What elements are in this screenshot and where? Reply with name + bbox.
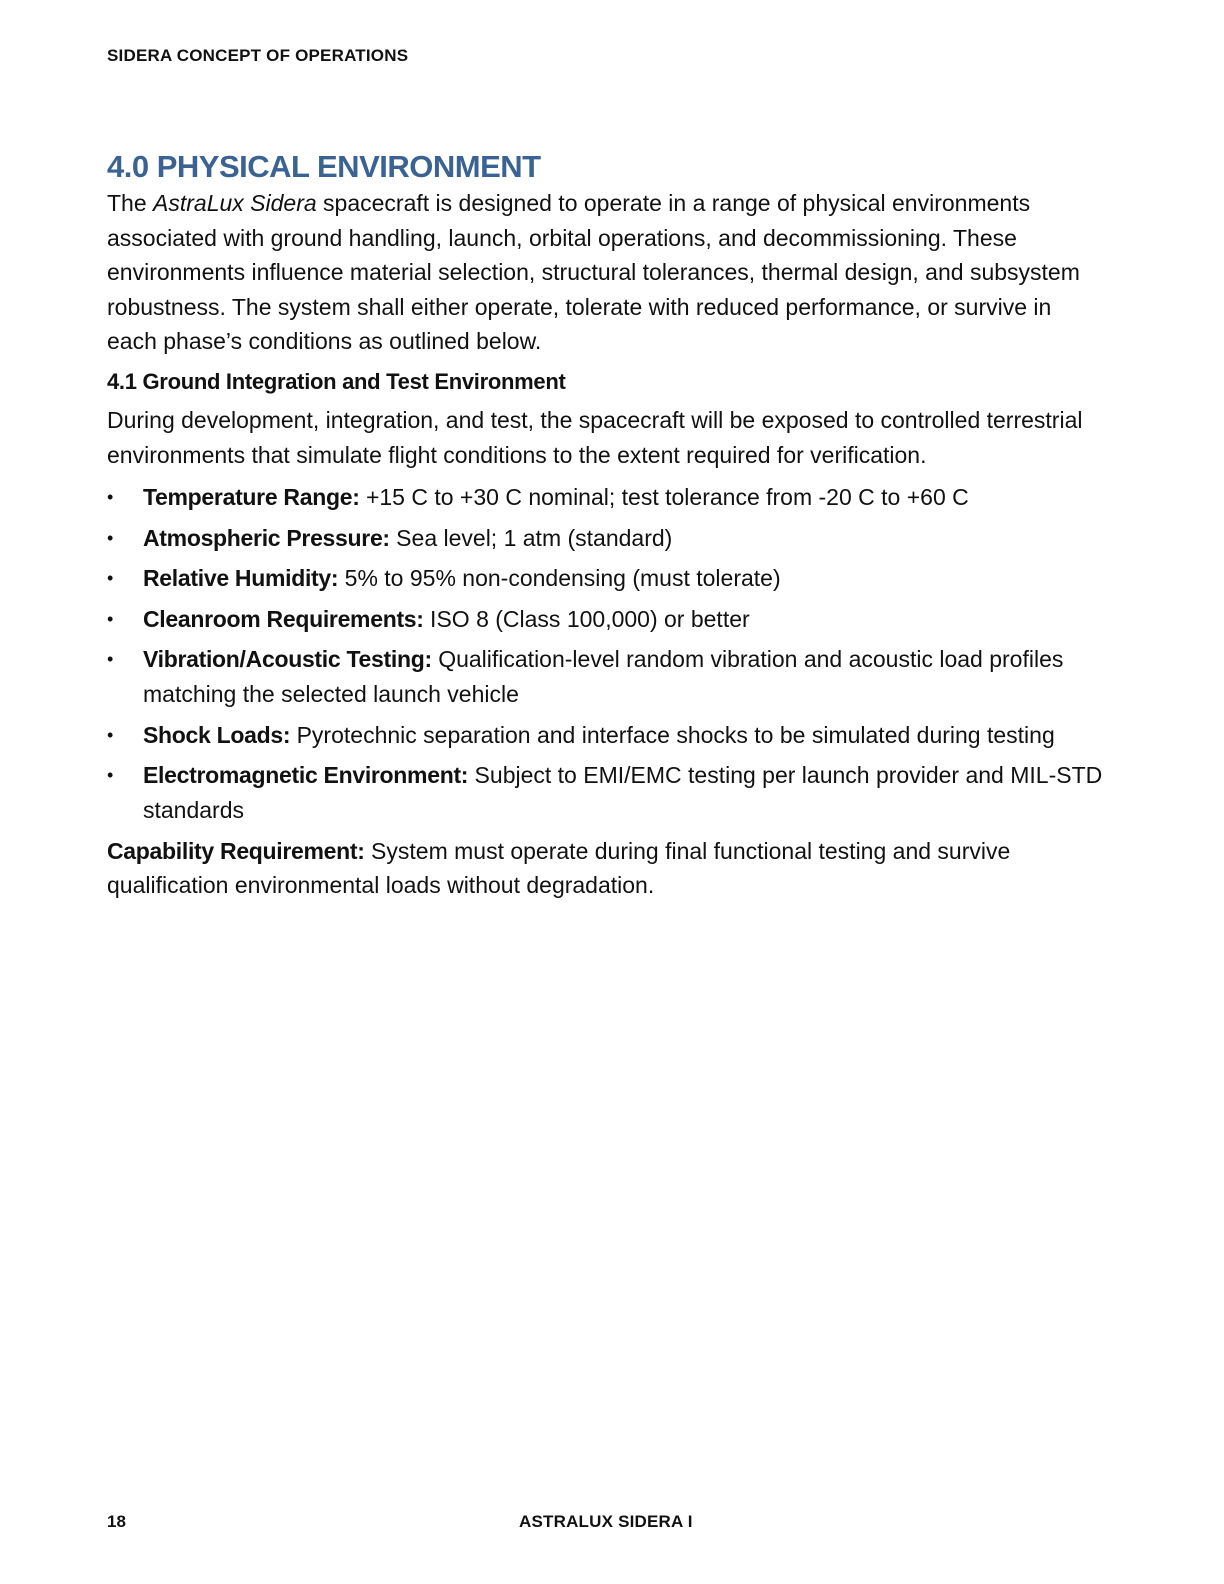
item-text: Qualification-level random vibration and acoustic load profiles matching the selected launch vehicle xyxy=(143,646,1064,708)
list-item xyxy=(107,718,1107,753)
item-term: Vibration/Acoustic Testing: xyxy=(143,646,432,673)
bullet-icon: • xyxy=(107,765,114,786)
subsection-title: 4.1 Ground Integration and Test Environment xyxy=(107,368,566,394)
bullet-icon: • xyxy=(107,527,114,548)
item-text: ISO 8 (Class 100,000) or better xyxy=(423,605,750,632)
item-term: Relative Humidity: xyxy=(143,565,339,592)
page-content xyxy=(107,148,1107,903)
bullet-icon: • xyxy=(107,608,114,629)
item-text: +15 C to +30 C nominal; test tolerance from -20 C to +60 C xyxy=(359,484,969,511)
list-item xyxy=(107,480,1107,515)
bullet-icon: • xyxy=(107,649,114,670)
list-item xyxy=(107,642,1107,712)
item-term: Shock Loads: xyxy=(143,721,291,748)
list-item xyxy=(107,561,1107,596)
capability-term: Capability Requirement: xyxy=(107,837,365,864)
intro-text-start: The xyxy=(107,190,154,216)
running-header: SIDERA CONCEPT OF OPERATIONS xyxy=(107,46,409,65)
list-item xyxy=(107,521,1107,556)
list-item xyxy=(107,602,1107,637)
item-text: 5% to 95% non-condensing (must tolerate) xyxy=(338,565,781,592)
bullet-icon: • xyxy=(107,724,114,745)
subsection-intro-paragraph: During development, integration, and test, the spacecraft will be exposed to controlled terrestrial environments that simulate flight conditions to the extent required for verification. xyxy=(107,406,1083,468)
bullet-icon: • xyxy=(107,568,114,589)
capability-text: System must operate during final functional testing and survive qualification environmental loads without degradation. xyxy=(107,837,1011,899)
bullet-icon: • xyxy=(107,487,114,508)
item-term: Electromagnetic Environment: xyxy=(143,762,469,789)
spacecraft-name: AstraLux Sidera xyxy=(153,190,317,216)
footer-document-title: ASTRALUX SIDERA I xyxy=(519,1512,693,1531)
intro-text-rest: spacecraft is designed to operate in a range of physical environments associated with ground handling, launch, orbital operations, and decommissioning. These environments influence material selection, structural tolerances, thermal design, and subsystem robustness. The system shall either operate, tolerate with reduced performance, or survive in each phase’s conditions as outlined below. xyxy=(107,190,1080,355)
item-term: Cleanroom Requirements: xyxy=(143,605,424,632)
section-intro-paragraph xyxy=(107,186,1107,359)
environment-list xyxy=(107,480,1107,828)
item-text: Pyrotechnic separation and interface shocks to be simulated during testing xyxy=(290,721,1055,748)
item-text: Sea level; 1 atm (standard) xyxy=(389,524,673,551)
item-term: Atmospheric Pressure: xyxy=(143,524,390,551)
list-item xyxy=(107,758,1107,828)
capability-requirement-paragraph xyxy=(107,834,1107,903)
item-text: Subject to EMI/EMC testing per launch provider and MIL-STD standards xyxy=(143,762,1103,824)
section-title: 4.0 PHYSICAL ENVIRONMENT xyxy=(107,149,541,184)
item-term: Temperature Range: xyxy=(143,484,360,511)
page-number: 18 xyxy=(107,1512,126,1531)
